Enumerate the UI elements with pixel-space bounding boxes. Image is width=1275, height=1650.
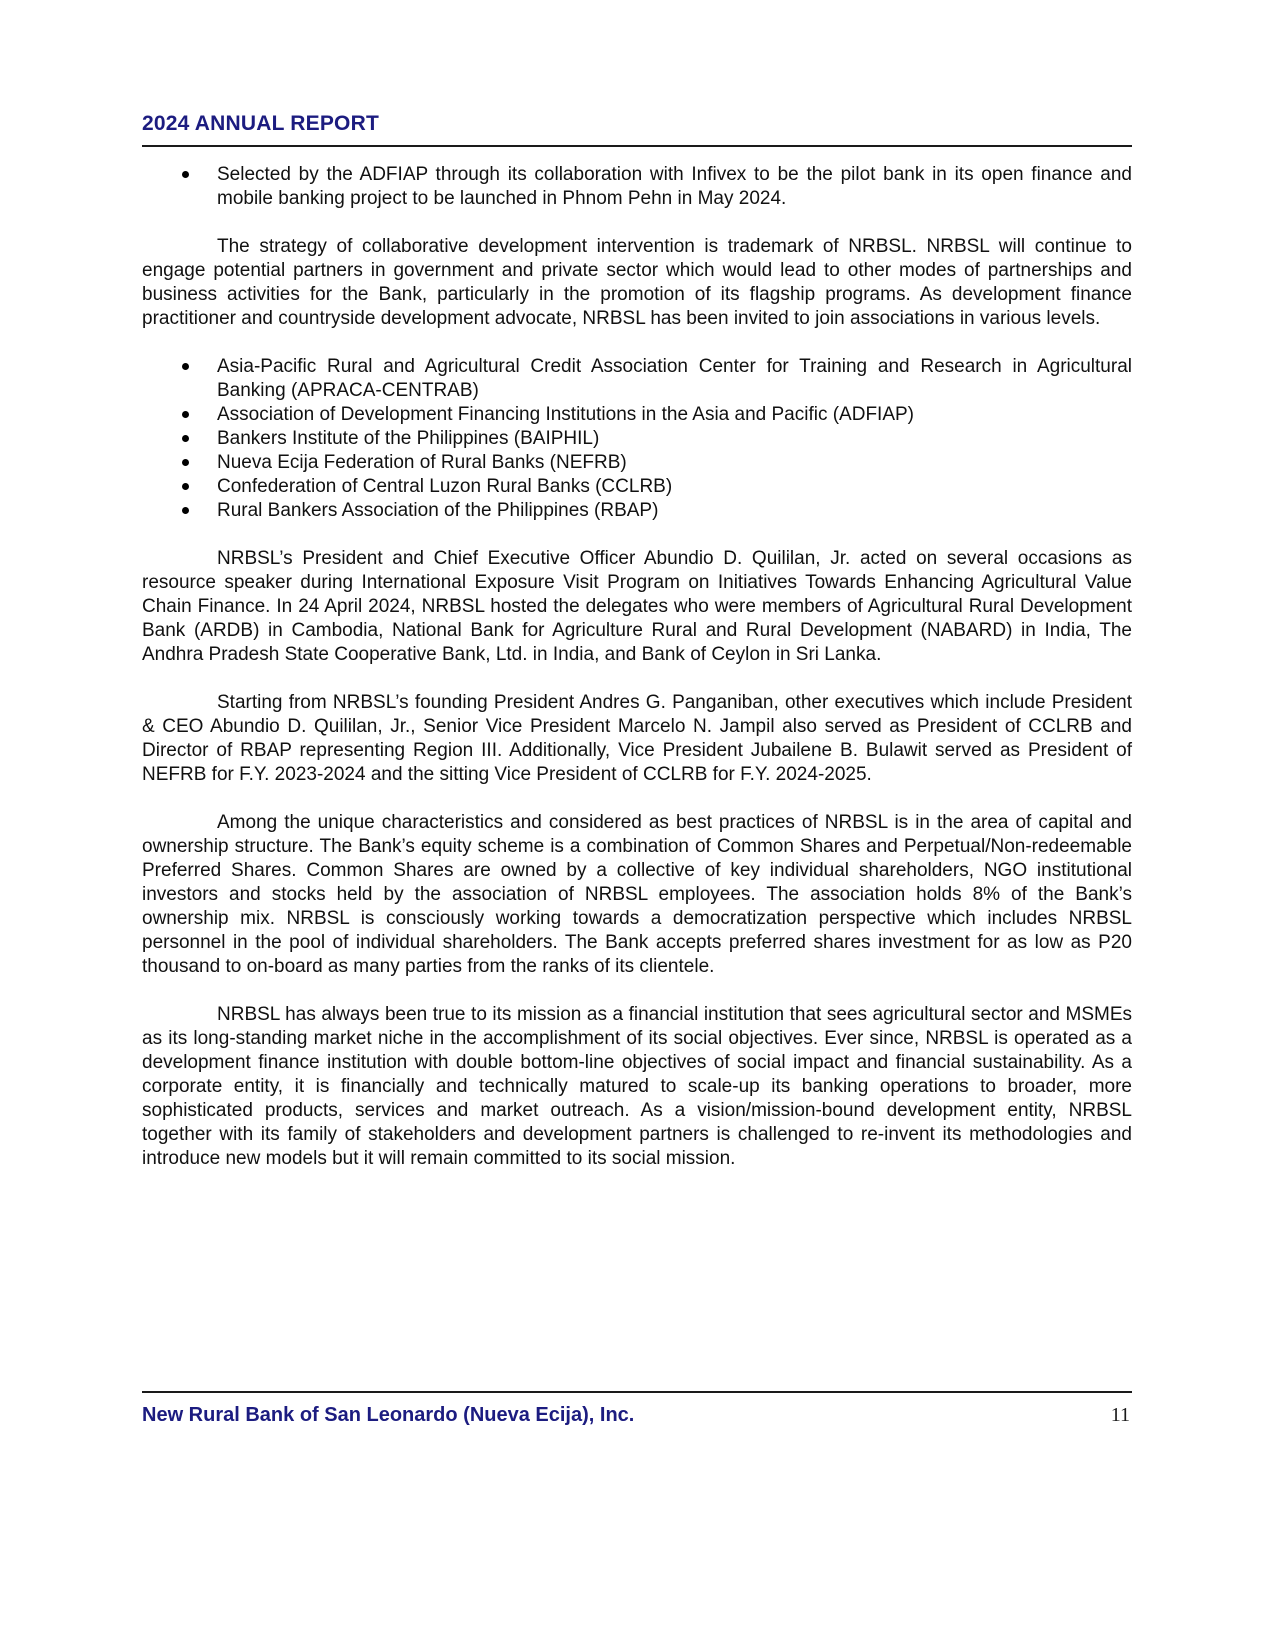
- bullet-icon: [182, 363, 189, 370]
- page-title: 2024 ANNUAL REPORT: [142, 112, 379, 135]
- page-footer: [142, 1391, 1132, 1427]
- intro-bullet-list: [142, 163, 1132, 211]
- list-item-text: Asia-Pacific Rural and Agricultural Credit Association Center for Training and Research in Agricultural Banking (APRACA-CENTRAB): [217, 356, 1132, 401]
- list-item-text: Selected by the ADFIAP through its collaboration with Infivex to be the pilot bank in its open finance and mobile banking project to be launched in Phnom Pehn in May 2024.: [217, 164, 1132, 209]
- page-number: 11: [1110, 1404, 1130, 1426]
- bullet-icon: [182, 507, 189, 514]
- paragraph-strategy: The strategy of collaborative development intervention is trademark of NRBSL. NRBSL will continue to engage potential partners in government and private sector which would lead to other modes of partnerships and business activities for the Bank, particularly in the promotion of its flagship programs. As development finance practitioner and countryside development advocate, NRBSL has been invited to join associations in various levels.: [142, 236, 1132, 329]
- footer-divider: [142, 1391, 1132, 1393]
- associations-list: [142, 355, 1132, 523]
- paragraph-executives: Starting from NRBSL’s founding President Andres G. Panganiban, other executives which include President & CEO Abundio D. Quililan, Jr., Senior Vice President Marcelo N. Jampil also served as President of CCLRB and Director of RBAP representing Region III. Additionally, Vice President Jubailene B. Bulawit served as President of NEFRB for F.Y. 2023-2024 and the sitting Vice President of CCLRB for F.Y. 2024-2025.: [142, 692, 1132, 785]
- list-item-text: Rural Bankers Association of the Philippines (RBAP): [217, 500, 659, 521]
- footer-bank-name: New Rural Bank of San Leonardo (Nueva Ecija), Inc.: [142, 1404, 635, 1426]
- paragraph-ownership: Among the unique characteristics and considered as best practices of NRBSL is in the area of capital and ownership structure. The Bank’s equity scheme is a combination of Common Shares and Perpetual/Non-redeemable Preferred Shares. Common Shares are owned by a collective of key individual shareholders, NGO institutional investors and stocks held by the association of NRBSL employees. The association holds 8% of the Bank’s ownership mix. NRBSL is consciously working towards a democratization perspective which includes NRBSL personnel in the pool of individual shareholders. The Bank accepts preferred shares investment for as low as P20 thousand to on-board as many parties from the ranks of its clientele.: [142, 812, 1132, 977]
- list-item: [142, 403, 1132, 427]
- list-item-text: Bankers Institute of the Philippines (BAIPHIL): [217, 428, 600, 449]
- list-item-text: Nueva Ecija Federation of Rural Banks (NEFRB): [217, 452, 627, 473]
- bullet-icon: [182, 483, 189, 490]
- bullet-icon: [182, 459, 189, 466]
- paragraph-mission: NRBSL has always been true to its mission as a financial institution that sees agricultural sector and MSMEs as its long-standing market niche in the accomplishment of its social objectives. Ever since, NRBSL is operated as a development finance institution with double bottom-line objectives of social impact and financial sustainability. As a corporate entity, it is financially and technically matured to scale-up its banking operations to broader, more sophisticated products, services and market outreach. As a vision/mission-bound development entity, NRBSL together with its family of stakeholders and development partners is challenged to re-invent its methodologies and introduce new models but it will remain committed to its social mission.: [142, 1004, 1132, 1169]
- paragraph-president-speaker: NRBSL’s President and Chief Executive Officer Abundio D. Quililan, Jr. acted on several occasions as resource speaker during International Exposure Visit Program on Initiatives Towards Enhancing Agricultural Value Chain Finance. In 24 April 2024, NRBSL hosted the delegates who were members of Agricultural Rural Development Bank (ARDB) in Cambodia, National Bank for Agriculture Rural and Rural Development (NABARD) in India, The Andhra Pradesh State Cooperative Bank, Ltd. in India, and Bank of Ceylon in Sri Lanka.: [142, 548, 1132, 665]
- list-item-text: Confederation of Central Luzon Rural Banks (CCLRB): [217, 476, 673, 497]
- bullet-icon: [182, 435, 189, 442]
- list-item: [142, 451, 1132, 475]
- list-item-text: Association of Development Financing Institutions in the Asia and Pacific (ADFIAP): [217, 404, 915, 425]
- bullet-icon: [182, 411, 189, 418]
- page-header: [142, 112, 1132, 147]
- list-item: [142, 499, 1132, 523]
- footer-row: [142, 1404, 1132, 1427]
- header-divider: [142, 145, 1132, 147]
- document-body: [142, 163, 1132, 1195]
- bullet-icon: [182, 171, 189, 178]
- list-item: [142, 163, 1132, 211]
- list-item: [142, 355, 1132, 403]
- list-item: [142, 427, 1132, 451]
- list-item: [142, 475, 1132, 499]
